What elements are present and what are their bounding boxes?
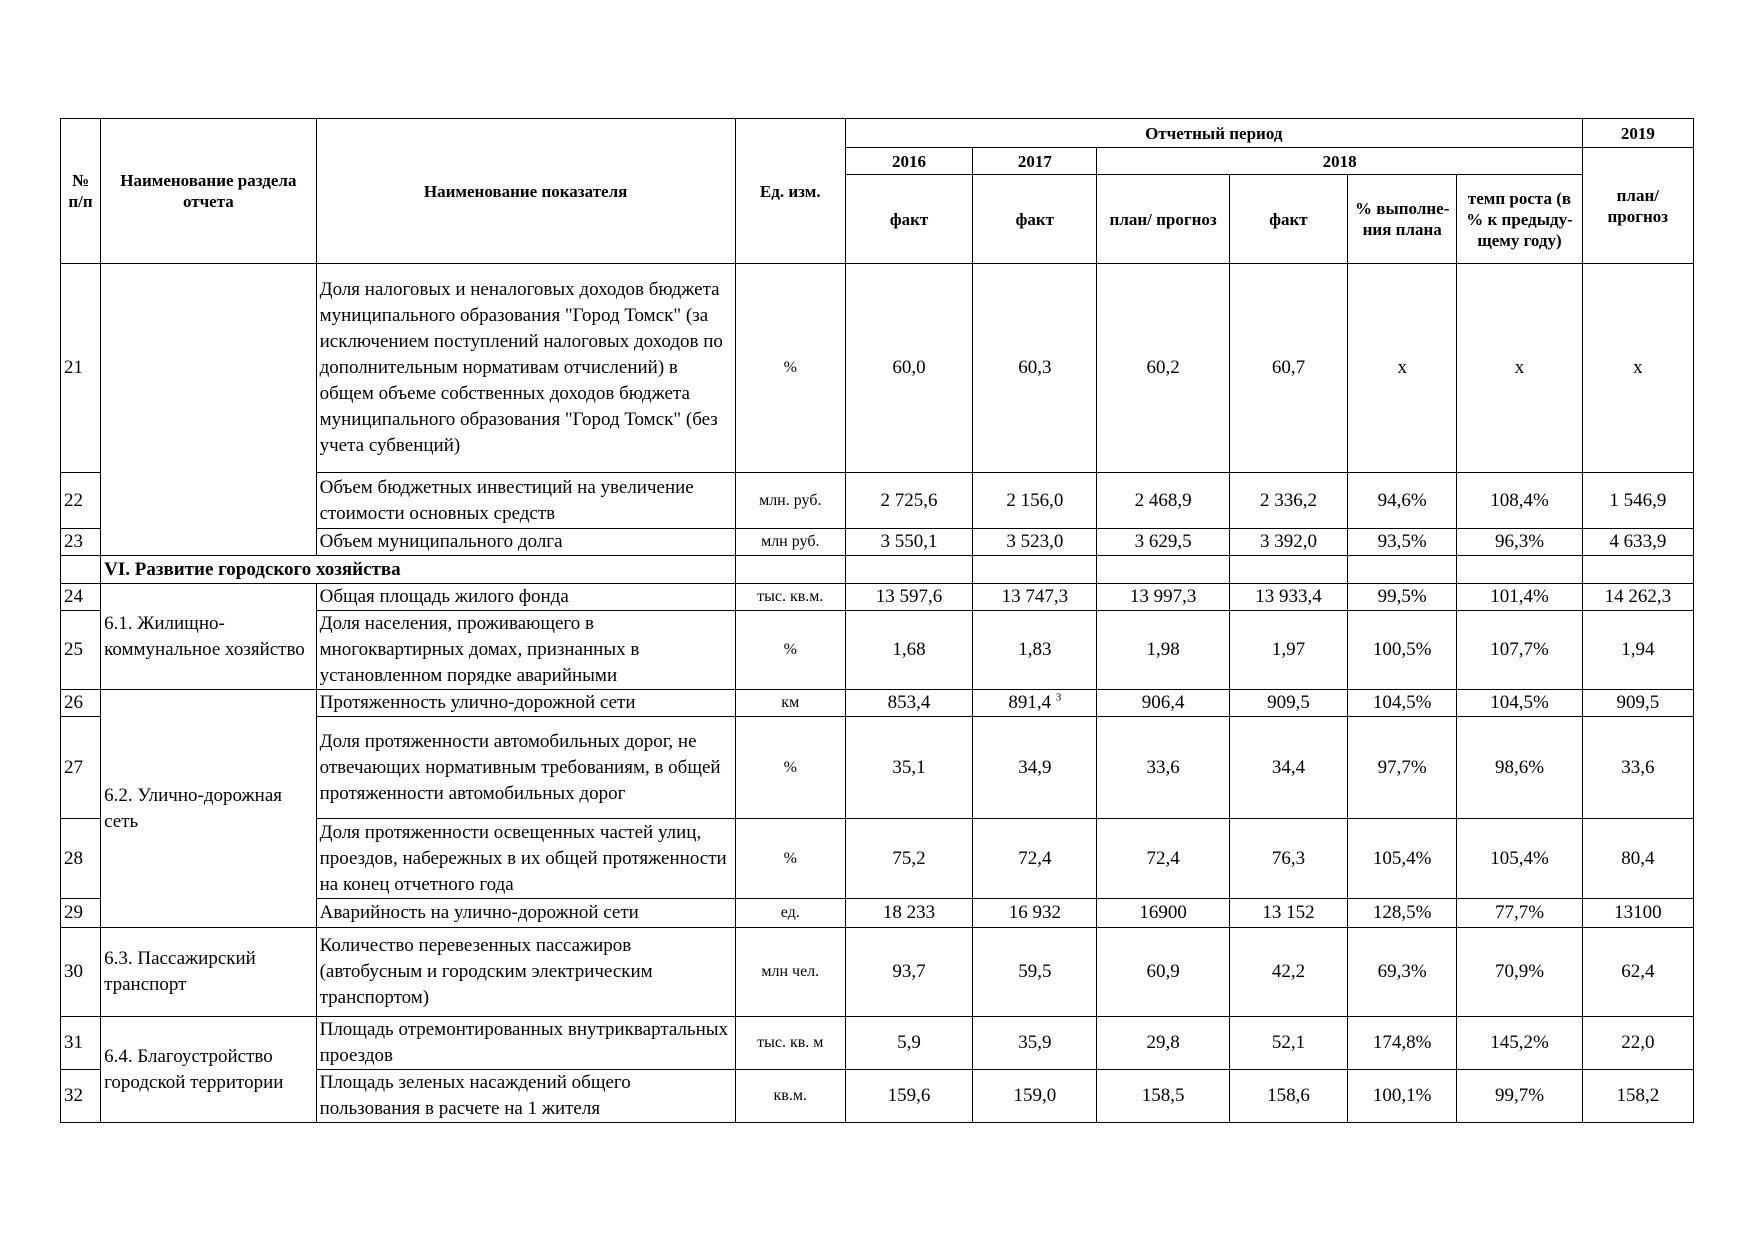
unit: млн. руб.: [735, 473, 845, 529]
table-row: [61, 1017, 1694, 1070]
table-row: [61, 690, 1694, 717]
section-cell-empty: [101, 264, 317, 556]
indicator-name: Доля протяженности автомобильных дорог, не отвечающих нормативным требованиям, в общей протяженности автомобильных дорог: [316, 717, 735, 819]
growth-rate: 77,7%: [1457, 899, 1582, 928]
header-fact-2017: факт: [973, 175, 1097, 264]
growth-rate: 98,6%: [1457, 717, 1582, 819]
unit: %: [735, 819, 845, 899]
header-section: Наименование раздела отчета: [101, 119, 317, 264]
subsection-name: 6.2. Улично-дорожная сеть: [101, 690, 317, 928]
row-number: 31: [61, 1017, 101, 1070]
fact-2016: 159,6: [845, 1070, 972, 1123]
fact-2018: 3 392,0: [1229, 529, 1347, 556]
indicator-name: Доля населения, проживающего в многоквартирных домах, признанных в установленном порядке аварийными: [316, 611, 735, 690]
header-num: № п/п: [61, 119, 101, 264]
plan-2019: 4 633,9: [1582, 529, 1693, 556]
fact-2016: 13 597,6: [845, 584, 972, 611]
indicator-name: Протяженность улично-дорожной сети: [316, 690, 735, 717]
fact-2016: 853,4: [845, 690, 972, 717]
row-number: 32: [61, 1070, 101, 1123]
empty-cell: [735, 556, 845, 584]
pct-plan: 100,1%: [1348, 1070, 1457, 1123]
row-number: 21: [61, 264, 101, 473]
unit: км: [735, 690, 845, 717]
fact-2018: 1,97: [1229, 611, 1347, 690]
pct-plan: 174,8%: [1348, 1017, 1457, 1070]
fact-2016: 93,7: [845, 928, 972, 1017]
fact-2017-cell: [973, 690, 1097, 717]
subsection-name: 6.1. Жилищно-коммунальное хозяйство: [101, 584, 317, 690]
fact-2017: 59,5: [973, 928, 1097, 1017]
footnote-mark: 3: [1055, 691, 1062, 704]
pct-plan: 97,7%: [1348, 717, 1457, 819]
row-number: 23: [61, 529, 101, 556]
section-header-row: [61, 556, 1694, 584]
header-plan-forecast-2018: план/ прогноз: [1097, 175, 1229, 264]
fact-2017: 60,3: [973, 264, 1097, 473]
fact-2017: 1,83: [973, 611, 1097, 690]
section-header-num-empty: [61, 556, 101, 584]
fact-2017: 13 747,3: [973, 584, 1097, 611]
header-year-2019: 2019: [1582, 119, 1693, 148]
unit: тыс. кв. м: [735, 1017, 845, 1070]
report-table: [60, 118, 1694, 1123]
subsection-name: 6.4. Благоустройство городской территории: [101, 1017, 317, 1123]
header-plan-forecast-2019: план/ прогноз: [1582, 148, 1693, 264]
plan-2019: 22,0: [1582, 1017, 1693, 1070]
growth-rate: 96,3%: [1457, 529, 1582, 556]
row-number: 27: [61, 717, 101, 819]
growth-rate: 145,2%: [1457, 1017, 1582, 1070]
plan-2019: 1,94: [1582, 611, 1693, 690]
table-row: [61, 928, 1694, 1017]
fact-2018: 13 933,4: [1229, 584, 1347, 611]
unit: %: [735, 611, 845, 690]
plan-2019: 33,6: [1582, 717, 1693, 819]
unit: тыс. кв.м.: [735, 584, 845, 611]
empty-cell: [845, 556, 972, 584]
fact-2016: 75,2: [845, 819, 972, 899]
header-fact-2018: факт: [1229, 175, 1347, 264]
fact-2018: 158,6: [1229, 1070, 1347, 1123]
header-growth-rate: темп роста (в % к предыду-щему году): [1457, 175, 1582, 264]
fact-2017: 35,9: [973, 1017, 1097, 1070]
row-number: 30: [61, 928, 101, 1017]
fact-2016: 2 725,6: [845, 473, 972, 529]
pct-plan: 100,5%: [1348, 611, 1457, 690]
pct-plan: 104,5%: [1348, 690, 1457, 717]
unit: кв.м.: [735, 1070, 845, 1123]
header-period: Отчетный период: [845, 119, 1582, 148]
row-number: 26: [61, 690, 101, 717]
growth-rate: 104,5%: [1457, 690, 1582, 717]
plan-2018: 3 629,5: [1097, 529, 1229, 556]
fact-2018: 909,5: [1229, 690, 1347, 717]
growth-rate: 101,4%: [1457, 584, 1582, 611]
fact-2016: 3 550,1: [845, 529, 972, 556]
plan-2018: 60,9: [1097, 928, 1229, 1017]
plan-2018: 906,4: [1097, 690, 1229, 717]
plan-2019: х: [1582, 264, 1693, 473]
growth-rate: 99,7%: [1457, 1070, 1582, 1123]
indicator-name: Доля протяженности освещенных частей улиц, проездов, набережных в их общей протяженности на конец отчетного года: [316, 819, 735, 899]
plan-2018: 29,8: [1097, 1017, 1229, 1070]
growth-rate: х: [1457, 264, 1582, 473]
indicator-name: Аварийность на улично-дорожной сети: [316, 899, 735, 928]
section-heading: VI. Развитие городского хозяйства: [101, 556, 736, 584]
indicator-name: Общая площадь жилого фонда: [316, 584, 735, 611]
plan-2018: 16900: [1097, 899, 1229, 928]
plan-2018: 1,98: [1097, 611, 1229, 690]
table-row: [61, 584, 1694, 611]
plan-2018: 33,6: [1097, 717, 1229, 819]
empty-cell: [1582, 556, 1693, 584]
fact-2017: 891,4: [1008, 692, 1052, 713]
fact-2017: 159,0: [973, 1070, 1097, 1123]
growth-rate: 107,7%: [1457, 611, 1582, 690]
header-unit: Ед. изм.: [735, 119, 845, 264]
plan-2019: 1 546,9: [1582, 473, 1693, 529]
plan-2019: 158,2: [1582, 1070, 1693, 1123]
plan-2018: 2 468,9: [1097, 473, 1229, 529]
plan-2019: 14 262,3: [1582, 584, 1693, 611]
fact-2017: 3 523,0: [973, 529, 1097, 556]
empty-cell: [1229, 556, 1347, 584]
pct-plan: 105,4%: [1348, 819, 1457, 899]
empty-cell: [1457, 556, 1582, 584]
empty-cell: [973, 556, 1097, 584]
fact-2018: 60,7: [1229, 264, 1347, 473]
unit: млн чел.: [735, 928, 845, 1017]
unit: млн руб.: [735, 529, 845, 556]
plan-2019: 13100: [1582, 899, 1693, 928]
table-row: [61, 264, 1694, 473]
indicator-name: Объем муниципального долга: [316, 529, 735, 556]
plan-2019: 62,4: [1582, 928, 1693, 1017]
header-fact-2016: факт: [845, 175, 972, 264]
fact-2017: 2 156,0: [973, 473, 1097, 529]
fact-2018: 34,4: [1229, 717, 1347, 819]
plan-2019: 909,5: [1582, 690, 1693, 717]
fact-2016: 1,68: [845, 611, 972, 690]
row-number: 25: [61, 611, 101, 690]
fact-2018: 76,3: [1229, 819, 1347, 899]
fact-2017: 34,9: [973, 717, 1097, 819]
plan-2018: 158,5: [1097, 1070, 1229, 1123]
fact-2018: 52,1: [1229, 1017, 1347, 1070]
header-year-2016: 2016: [845, 148, 972, 175]
indicator-name: Доля налоговых и неналоговых доходов бюджета муниципального образования "Город Томск" (за исключением поступлений налоговых доходов по дополнительным нормативам отчислений) в общем объеме собственных доходов бюджета муниципального образования "Город Томск" (без учета субвенций): [316, 264, 735, 473]
indicator-name: Объем бюджетных инвестиций на увеличение стоимости основных средств: [316, 473, 735, 529]
unit: ед.: [735, 899, 845, 928]
fact-2018: 13 152: [1229, 899, 1347, 928]
indicator-name: Количество перевезенных пассажиров (автобусным и городским электрическим транспортом): [316, 928, 735, 1017]
pct-plan: 99,5%: [1348, 584, 1457, 611]
growth-rate: 108,4%: [1457, 473, 1582, 529]
row-number: 28: [61, 819, 101, 899]
growth-rate: 105,4%: [1457, 819, 1582, 899]
unit: %: [735, 264, 845, 473]
fact-2017: 72,4: [973, 819, 1097, 899]
empty-cell: [1348, 556, 1457, 584]
growth-rate: 70,9%: [1457, 928, 1582, 1017]
header-year-2017: 2017: [973, 148, 1097, 175]
empty-cell: [1097, 556, 1229, 584]
fact-2018: 42,2: [1229, 928, 1347, 1017]
pct-plan: 128,5%: [1348, 899, 1457, 928]
fact-2016: 60,0: [845, 264, 972, 473]
plan-2018: 60,2: [1097, 264, 1229, 473]
fact-2016: 18 233: [845, 899, 972, 928]
fact-2016: 35,1: [845, 717, 972, 819]
plan-2019: 80,4: [1582, 819, 1693, 899]
pct-plan: 69,3%: [1348, 928, 1457, 1017]
header-year-2018: 2018: [1097, 148, 1582, 175]
subsection-name: 6.3. Пассажирский транспорт: [101, 928, 317, 1017]
plan-2018: 13 997,3: [1097, 584, 1229, 611]
plan-2018: 72,4: [1097, 819, 1229, 899]
pct-plan: х: [1348, 264, 1457, 473]
indicator-name: Площадь отремонтированных внутриквартальных проездов: [316, 1017, 735, 1070]
indicator-name: Площадь зеленых насаждений общего пользования в расчете на 1 жителя: [316, 1070, 735, 1123]
fact-2018: 2 336,2: [1229, 473, 1347, 529]
row-number: 29: [61, 899, 101, 928]
fact-2017: 16 932: [973, 899, 1097, 928]
header-pct-plan: % выполне-ния плана: [1348, 175, 1457, 264]
header-indicator: Наименование показателя: [316, 119, 735, 264]
pct-plan: 93,5%: [1348, 529, 1457, 556]
unit: %: [735, 717, 845, 819]
fact-2016: 5,9: [845, 1017, 972, 1070]
row-number: 24: [61, 584, 101, 611]
pct-plan: 94,6%: [1348, 473, 1457, 529]
row-number: 22: [61, 473, 101, 529]
